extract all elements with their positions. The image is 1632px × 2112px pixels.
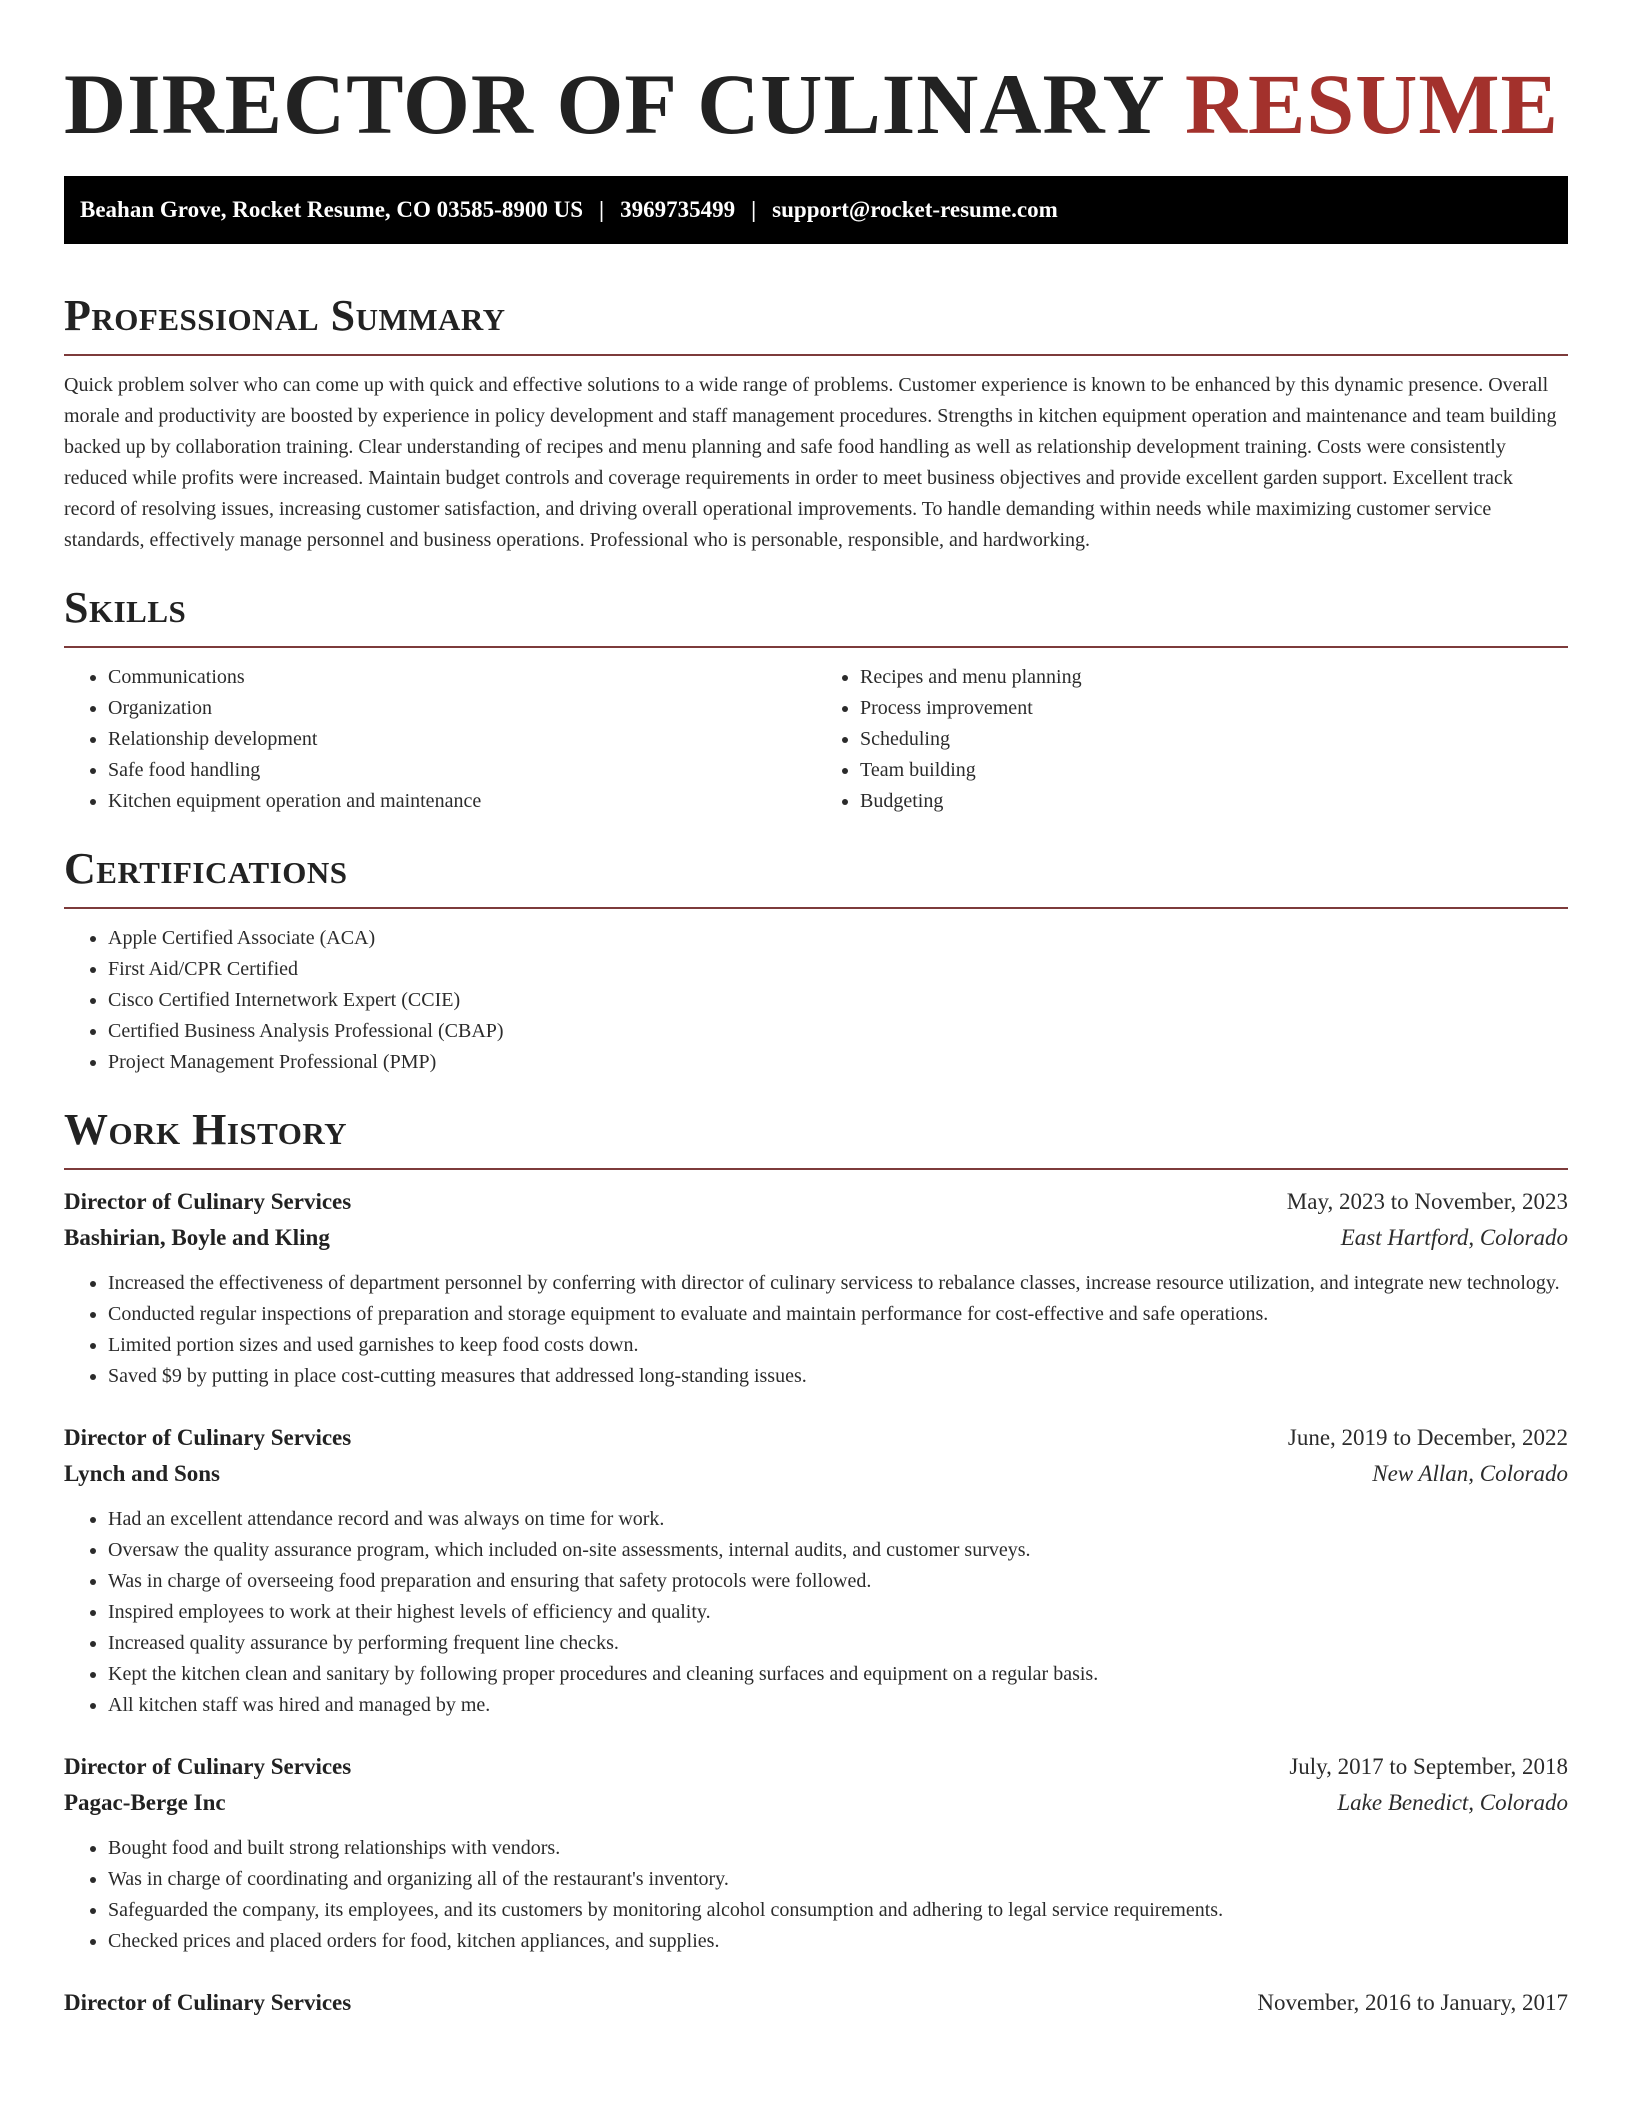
job-entry xyxy=(64,1985,1568,2021)
certifications-heading: Certifications xyxy=(64,844,348,893)
job-entry xyxy=(64,1184,1568,1392)
resume-title xyxy=(64,0,1568,176)
job-entry xyxy=(64,1420,1568,1721)
job-company: Bashirian, Boyle and Kling xyxy=(64,1225,330,1250)
job-title: Director of Culinary Services xyxy=(64,1754,352,1779)
skill-item: • Process improvement xyxy=(860,693,1568,724)
skills-column-right xyxy=(816,662,1568,817)
job-bullet: • Conducted regular inspections of preparation and storage equipment to evaluate and maintain performance for cost-effective and safe operations. xyxy=(108,1299,1568,1330)
job-dates: November, 2016 to January, 2017 xyxy=(1257,1990,1568,2015)
job-bullet: • Kept the kitchen clean and sanitary by following proper procedures and cleaning surfaces and equipment on a regular basis. xyxy=(108,1659,1568,1690)
contact-phone[interactable]: 3969735499 xyxy=(620,197,736,222)
job-dates: May, 2023 to November, 2023 xyxy=(1286,1189,1568,1214)
certification-item: • Cisco Certified Internetwork Expert (CCIE) xyxy=(108,985,1568,1016)
contact-separator: | xyxy=(751,197,757,222)
job-title: Director of Culinary Services xyxy=(64,1990,352,2015)
section-divider xyxy=(64,907,1568,909)
job-title: Director of Culinary Services xyxy=(64,1189,352,1214)
job-bullets xyxy=(64,1268,1568,1392)
work-history-section xyxy=(64,1104,1568,2021)
certifications-list xyxy=(64,923,1568,1078)
job-location: Lake Benedict, Colorado xyxy=(1337,1790,1568,1815)
contact-email[interactable]: support@rocket-resume.com xyxy=(772,197,1058,222)
job-company: Lynch and Sons xyxy=(64,1461,220,1486)
job-company: Pagac-Berge Inc xyxy=(64,1790,226,1815)
summary-heading: Professional Summary xyxy=(64,291,506,340)
job-bullet: • Saved $9 by putting in place cost-cutting measures that addressed long-standing issues. xyxy=(108,1361,1568,1392)
job-bullets xyxy=(64,1504,1568,1721)
job-header-row xyxy=(64,1985,1568,2021)
job-bullet: • Limited portion sizes and used garnishes to keep food costs down. xyxy=(108,1330,1568,1361)
job-bullet: • Checked prices and placed orders for food, kitchen appliances, and supplies. xyxy=(108,1926,1568,1957)
skill-item: • Kitchen equipment operation and maintenance xyxy=(108,786,816,817)
certification-item: • First Aid/CPR Certified xyxy=(108,954,1568,985)
skills-list-left xyxy=(64,662,816,817)
skills-section xyxy=(64,582,1568,817)
title-main: DIRECTOR OF CULINARY xyxy=(64,56,1163,152)
certification-item: • Apple Certified Associate (ACA) xyxy=(108,923,1568,954)
job-bullet: • Was in charge of overseeing food preparation and ensuring that safety protocols were followed. xyxy=(108,1566,1568,1597)
section-divider xyxy=(64,1168,1568,1170)
skill-item: • Organization xyxy=(108,693,816,724)
job-subheader-row xyxy=(64,1220,1568,1256)
contact-separator: | xyxy=(599,197,605,222)
job-dates: June, 2019 to December, 2022 xyxy=(1287,1425,1568,1450)
section-divider xyxy=(64,354,1568,356)
job-bullet: • Increased the effectiveness of department personnel by conferring with director of culinary servicess to rebalance classes, increase resource utilization, and integrate new technology. xyxy=(108,1268,1568,1299)
job-location: East Hartford, Colorado xyxy=(1340,1225,1568,1250)
certification-item: • Certified Business Analysis Professional (CBAP) xyxy=(108,1016,1568,1047)
summary-text: Quick problem solver who can come up with quick and effective solutions to a wide range of problems. Customer experience is known to be enhanced by this dynamic presence. Overall morale and productivity are boosted by experience in policy development and staff management procedures. Strengths in kitchen equipment operation and maintenance and team building backed up by collaboration training. Clear understanding of recipes and menu planning and safe food handling as well as relationship development training. Costs were consistently reduced while profits were increased. Maintain budget controls and coverage requirements in order to meet business objectives and provide excellent garden support. Excellent track record of resolving issues, increasing customer satisfaction, and driving overall operational improvements. To handle demanding within needs while maximizing customer service standards, effectively manage personnel and business operations. Professional who is personable, responsible, and hardworking. xyxy=(64,374,1557,551)
skill-item: • Safe food handling xyxy=(108,755,816,786)
job-title: Director of Culinary Services xyxy=(64,1425,352,1450)
skills-heading: Skills xyxy=(64,583,187,632)
job-subheader-row xyxy=(64,1785,1568,1821)
skill-item: • Recipes and menu planning xyxy=(860,662,1568,693)
job-bullet: • All kitchen staff was hired and managed by me. xyxy=(108,1690,1568,1721)
skill-item: • Scheduling xyxy=(860,724,1568,755)
title-accent: RESUME xyxy=(1184,56,1559,152)
job-bullet: • Oversaw the quality assurance program, which included on-site assessments, internal audits, and customer surveys. xyxy=(108,1535,1568,1566)
summary-section xyxy=(64,290,1568,556)
certification-item: • Project Management Professional (PMP) xyxy=(108,1047,1568,1078)
job-location: New Allan, Colorado xyxy=(1372,1461,1568,1486)
job-header-row xyxy=(64,1420,1568,1456)
job-dates: July, 2017 to September, 2018 xyxy=(1289,1754,1568,1779)
job-bullets xyxy=(64,1833,1568,1957)
job-header-row xyxy=(64,1749,1568,1785)
job-bullet: • Safeguarded the company, its employees, and its customers by monitoring alcohol consumption and adhering to legal service requirements. xyxy=(108,1895,1568,1926)
work-history-heading: Work History xyxy=(64,1105,348,1154)
job-subheader-row xyxy=(64,1456,1568,1492)
job-entry xyxy=(64,1749,1568,1957)
contact-bar xyxy=(64,176,1568,244)
section-divider xyxy=(64,646,1568,648)
certifications-section xyxy=(64,843,1568,1078)
skills-column-left xyxy=(64,662,816,817)
job-bullet: • Inspired employees to work at their highest levels of efficiency and quality. xyxy=(108,1597,1568,1628)
contact-address: Beahan Grove, Rocket Resume, CO 03585-8900 US xyxy=(80,197,583,222)
job-bullet: • Bought food and built strong relationships with vendors. xyxy=(108,1833,1568,1864)
skills-list-right xyxy=(816,662,1568,817)
skills-grid xyxy=(64,662,1568,817)
job-header-row xyxy=(64,1184,1568,1220)
job-bullet: • Increased quality assurance by performing frequent line checks. xyxy=(108,1628,1568,1659)
skill-item: • Relationship development xyxy=(108,724,816,755)
job-bullet: • Was in charge of coordinating and organizing all of the restaurant's inventory. xyxy=(108,1864,1568,1895)
skill-item: • Budgeting xyxy=(860,786,1568,817)
skill-item: • Team building xyxy=(860,755,1568,786)
job-bullet: • Had an excellent attendance record and was always on time for work. xyxy=(108,1504,1568,1535)
skill-item: • Communications xyxy=(108,662,816,693)
